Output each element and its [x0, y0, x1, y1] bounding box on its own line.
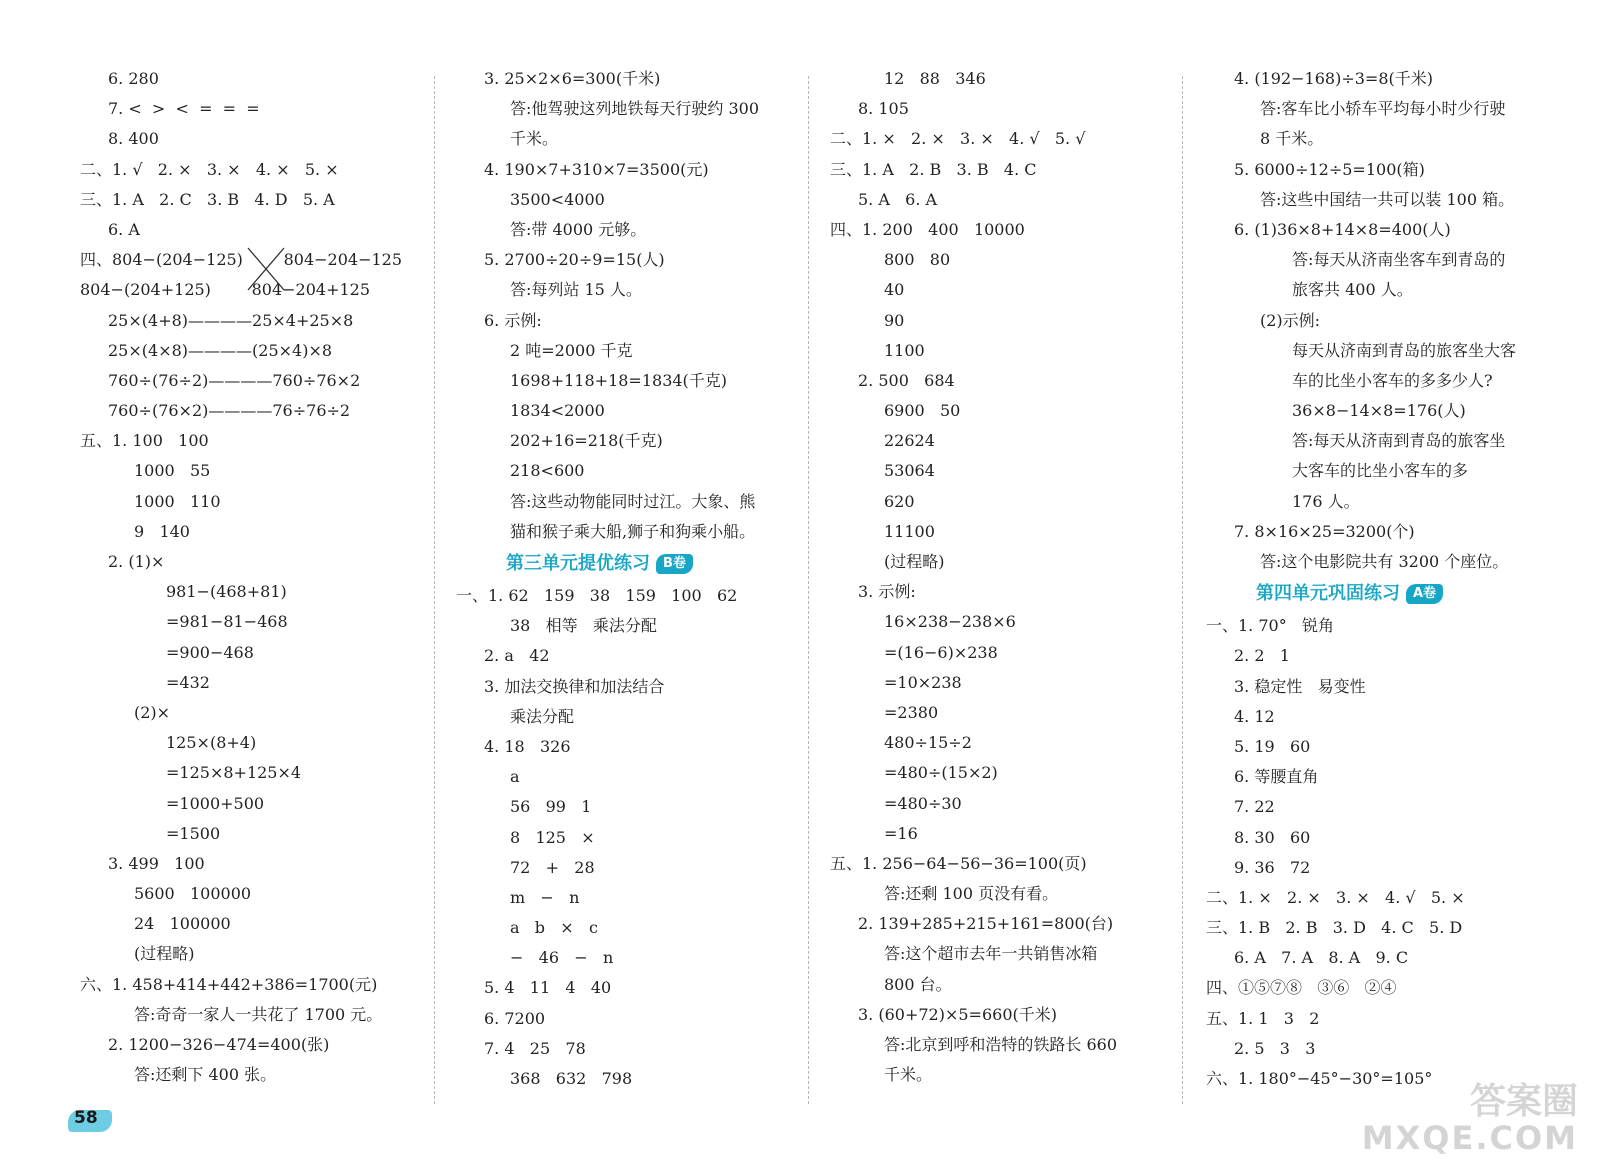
section-badge: A卷: [1406, 584, 1443, 604]
answer-line: 5600 100000: [134, 884, 252, 904]
answer-line: 3. (60+72)×5=660(千米): [858, 1004, 1057, 1024]
watermark-line1: 答案圈: [1469, 1081, 1578, 1122]
answer-line: 6. (1)36×8+14×8=400(人): [1234, 219, 1451, 239]
answer-line: 3. 25×2×6=300(千米): [484, 69, 661, 88]
answer-line: 答:客车比小轿车平均每小时少行驶: [1260, 99, 1506, 119]
answer-line: 9 140: [134, 521, 190, 541]
answer-line: 千米。: [510, 129, 559, 149]
answer-line: − 46 − n: [510, 948, 614, 968]
answer-line: a: [510, 767, 520, 787]
answer-line: 218<600: [510, 461, 585, 481]
answer-line: 答:每天从济南到青岛的旅客坐: [1292, 431, 1506, 451]
section-title-text: 第三单元提优练习: [506, 553, 650, 574]
answer-line: 2. (1)×: [108, 552, 165, 571]
answer-line: 6. A: [108, 219, 140, 239]
answer-line: 36×8−14×8=176(人): [1292, 401, 1466, 421]
answer-line: 3500<4000: [510, 189, 605, 209]
answer-line: 40: [884, 280, 905, 300]
answer-line: 6. 280: [108, 69, 159, 88]
answer-line: 804−(204+125) 804−204+125: [80, 280, 371, 300]
answer-line: 2. 500 684: [858, 370, 955, 390]
answer-line: 6900 50: [884, 401, 961, 421]
answer-line: 6. 等腰直角: [1234, 767, 1319, 787]
answer-line: 乘法分配: [510, 706, 575, 726]
answer-line: 8. 105: [858, 99, 909, 119]
answer-line: 2. 1200−326−474=400(张): [108, 1035, 330, 1054]
answer-line: 答:奇奇一家人一共花了 1700 元。: [134, 1004, 383, 1024]
page-number: 58: [74, 1108, 98, 1128]
answer-line: 800 台。: [884, 974, 952, 994]
answer-line: 7. 4 25 78: [484, 1038, 586, 1058]
answer-line: 六、1. 180°−45°−30°=105°: [1206, 1069, 1433, 1088]
answer-line: 1000 55: [134, 461, 211, 481]
answer-line: 二、1. × 2. × 3. × 4. √ 5. √: [830, 129, 1086, 149]
answer-line: 千米。: [884, 1065, 933, 1085]
answer-line: 4. (192−168)÷3=8(千米): [1234, 69, 1433, 88]
answer-line: 答:还剩下 400 张。: [134, 1065, 277, 1085]
answer-line: 176 人。: [1292, 491, 1360, 511]
answer-line: 11100: [884, 521, 935, 541]
answer-line: 25×(4+8)————25×4+25×8: [108, 310, 354, 330]
column-divider: [808, 76, 809, 1104]
answer-line: 答:还剩 100 页没有看。: [884, 884, 1059, 904]
answer-line: 五、1. 1 3 2: [1206, 1008, 1320, 1028]
answer-line: 7. 22: [1234, 797, 1275, 817]
answer-line: 1000 110: [134, 491, 221, 511]
answer-line: 2. 139+285+215+161=800(台): [858, 914, 1114, 934]
answer-line: 22624: [884, 431, 935, 451]
column-4: [1196, 64, 1556, 1106]
answer-line: 一、1. 62 159 38 159 100 62: [456, 586, 738, 605]
answer-line: =432: [166, 672, 210, 692]
column-divider: [434, 76, 435, 1104]
answer-line: 三、1. A 2. B 3. B 4. C: [830, 159, 1037, 179]
section-badge: B卷: [656, 554, 693, 574]
section-title: [1196, 577, 1556, 611]
answer-line: 旅客共 400 人。: [1292, 280, 1413, 300]
answer-line: 四、1. 200 400 10000: [830, 219, 1025, 239]
answer-line: 90: [884, 310, 905, 330]
answer-line: =480÷30: [884, 793, 962, 813]
answer-line: 答:这个电影院共有 3200 个座位。: [1260, 552, 1509, 571]
answer-line: 800 80: [884, 250, 951, 270]
answer-line: 每天从济南到青岛的旅客坐大客: [1292, 340, 1517, 360]
watermark: [1361, 1081, 1578, 1157]
answer-line: (过程略): [134, 944, 195, 964]
answer-line: 答:他驾驶这列地铁每天行驶约 300: [510, 99, 760, 119]
section-title-text: 第四单元巩固练习: [1256, 583, 1400, 605]
answer-line: 3. 499 100: [108, 853, 205, 873]
answer-line: 202+16=218(千克): [510, 431, 663, 451]
answer-line: 38 相等 乘法分配: [510, 616, 657, 636]
answer-line: =900−468: [166, 642, 254, 662]
answer-line: =1500: [166, 823, 221, 843]
answer-line: 72 + 28: [510, 857, 595, 877]
answer-line: m − n: [510, 887, 580, 907]
answer-line: 6. 7200: [484, 1008, 546, 1028]
answer-line: 答:带 4000 元够。: [510, 219, 647, 239]
section-title: [446, 547, 806, 581]
answer-line: 答:北京到呼和浩特的铁路长 660: [884, 1035, 1118, 1054]
answer-line: 7. < > < = = =: [108, 99, 260, 119]
answer-line: 答:这些中国结一共可以装 100 箱。: [1260, 189, 1515, 209]
answer-line: 1834<2000: [510, 401, 605, 421]
answer-line: 四、804−(204−125) 804−204−125: [80, 250, 403, 270]
answer-line: 答:这个超市去年一共销售冰箱: [884, 944, 1098, 964]
answer-line: 6. A 7. A 8. A 9. C: [1234, 948, 1409, 968]
answer-line: 3. 稳定性 易变性: [1234, 676, 1366, 696]
answer-line: 5. 2700÷20÷9=15(人): [484, 250, 665, 270]
answer-line: =2380: [884, 702, 939, 722]
answer-line: 四、①⑤⑦⑧ ③⑥ ②④: [1206, 978, 1397, 998]
answer-line: 猫和猴子乘大船,狮子和狗乘小船。: [510, 521, 756, 541]
answer-line: (2)×: [134, 702, 171, 722]
answer-line: 2 吨=2000 千克: [510, 340, 633, 360]
answer-line: 1698+118+18=1834(千克): [510, 370, 728, 390]
answer-line: =(16−6)×238: [884, 642, 998, 662]
answer-line: 620: [884, 491, 915, 511]
answer-line: 5. A 6. A: [858, 189, 938, 209]
answer-line: 4. 18 326: [484, 736, 571, 756]
answer-line: 8. 400: [108, 129, 159, 149]
answer-line: 二、1. × 2. × 3. × 4. √ 5. ×: [1206, 887, 1465, 907]
answer-line: =125×8+125×4: [166, 763, 302, 783]
answer-line: 二、1. √ 2. × 3. × 4. × 5. ×: [80, 159, 339, 179]
answer-line: 车的比坐小客车的多多少人?: [1292, 370, 1493, 390]
answer-line: 8 125 ×: [510, 827, 595, 847]
column-2: [446, 64, 806, 1106]
answer-line: 480÷15÷2: [884, 733, 972, 753]
answer-line: 24 100000: [134, 914, 231, 934]
answer-line: 1100: [884, 340, 925, 360]
answer-line: =480÷(15×2): [884, 763, 998, 783]
answer-line: 5. 4 11 4 40: [484, 978, 612, 998]
answer-line: 三、1. B 2. B 3. D 4. C 5. D: [1206, 918, 1463, 938]
answer-line: 答:这些动物能同时过江。大象、熊: [510, 491, 756, 511]
answer-line: 7. 8×16×25=3200(个): [1234, 521, 1415, 541]
answer-line: (过程略): [884, 552, 945, 571]
answer-line: 9. 36 72: [1234, 857, 1311, 877]
answer-line: 981−(468+81): [166, 582, 287, 602]
answer-line: 答:每列站 15 人。: [510, 280, 642, 300]
answer-line: 2. a 42: [484, 646, 550, 666]
column-3: [820, 64, 1180, 1106]
answer-line: 2. 5 3 3: [1234, 1038, 1316, 1058]
answer-line: =16: [884, 823, 918, 843]
answer-line: 答:每天从济南坐客车到青岛的: [1292, 250, 1506, 270]
answer-line: 53064: [884, 461, 935, 481]
answer-line: 8. 30 60: [1234, 827, 1311, 847]
answer-line: 5. 6000÷12÷5=100(箱): [1234, 159, 1425, 179]
match-cross-lines: [246, 246, 286, 292]
answer-line: (2)示例:: [1260, 310, 1321, 330]
answer-line: 125×(8+4): [166, 733, 257, 753]
answer-line: 五、1. 100 100: [80, 431, 209, 451]
column-1: [70, 64, 430, 1106]
answer-line: 16×238−238×6: [884, 612, 1016, 632]
answer-line: 368 632 798: [510, 1069, 633, 1088]
answer-line: 2. 2 1: [1234, 646, 1290, 666]
answer-line: =1000+500: [166, 793, 265, 813]
answer-line: 5. 19 60: [1234, 736, 1311, 756]
answer-line: 760÷(76÷2)————760÷76×2: [108, 370, 361, 390]
answer-line: 3. 加法交换律和加法结合: [484, 676, 665, 696]
column-divider: [1182, 76, 1183, 1104]
answer-line: 三、1. A 2. C 3. B 4. D 5. A: [80, 189, 335, 209]
answer-line: 8 千米。: [1260, 129, 1324, 149]
answer-line: 六、1. 458+414+442+386=1700(元): [80, 974, 378, 994]
answer-line: 3. 示例:: [858, 582, 916, 602]
answer-line: 12 88 346: [884, 69, 986, 88]
answer-line: =10×238: [884, 672, 962, 692]
answer-line: a b × c: [510, 918, 598, 938]
answer-line: 6. 示例:: [484, 310, 542, 330]
answer-line: 4. 12: [1234, 706, 1275, 726]
answer-line: 五、1. 256−64−56−36=100(页): [830, 853, 1087, 873]
answer-line: 760÷(76×2)————76÷76÷2: [108, 401, 351, 421]
answer-line: =981−81−468: [166, 612, 288, 632]
watermark-line2: MXQE.COM: [1361, 1119, 1578, 1157]
answer-line: 56 99 1: [510, 797, 592, 817]
answer-line: 大客车的比坐小客车的多: [1292, 461, 1469, 481]
answer-line: 25×(4×8)————(25×4)×8: [108, 340, 333, 360]
answer-line: 4. 190×7+310×7=3500(元): [484, 159, 709, 179]
answer-line: 一、1. 70° 锐角: [1206, 616, 1334, 636]
